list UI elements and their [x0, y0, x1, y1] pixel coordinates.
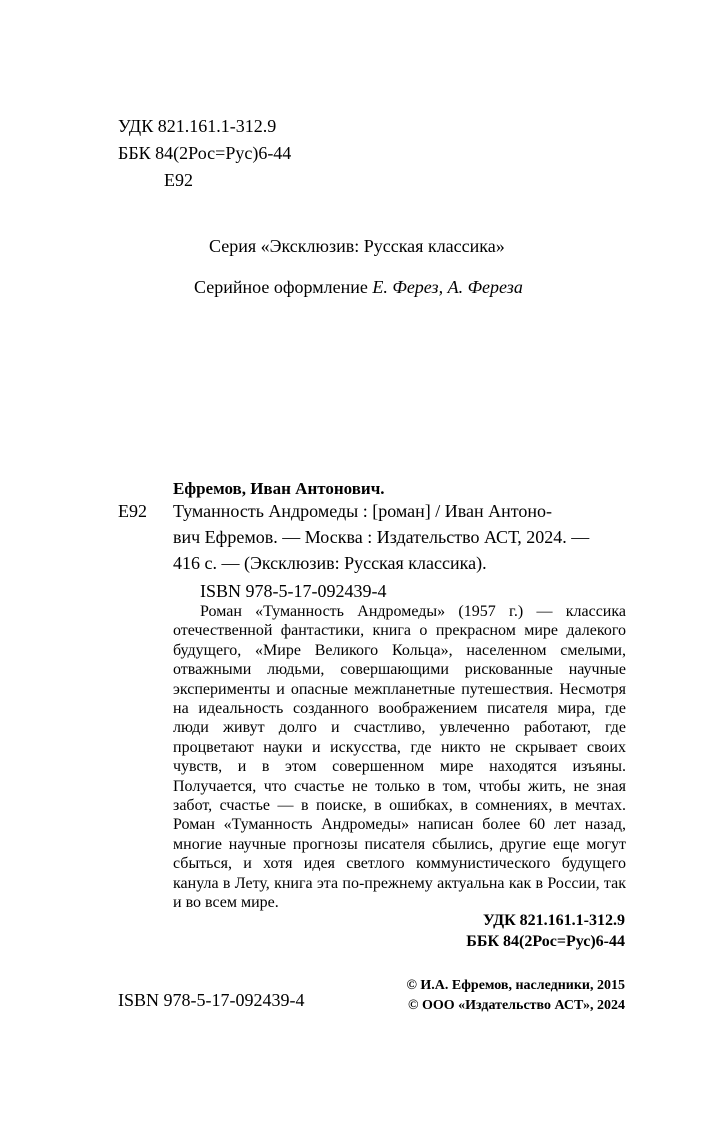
series-design	[194, 277, 523, 298]
series-design-names: Е. Ферез, А. Фереза	[372, 277, 523, 297]
udk-index: УДК 821.161.1-312.9	[118, 116, 277, 136]
copyright-author: © И.А. Ефремов, наследники, 2015	[406, 978, 625, 993]
footer-isbn: ISBN 978-5-17-092439-4	[118, 990, 305, 1010]
series-title: Серия «Эксклюзив: Русская классика»	[209, 236, 505, 256]
entry-code: Е92	[118, 501, 147, 521]
udk-index-bottom: УДК 821.161.1-312.9	[482, 912, 625, 929]
copyright-publisher: © ООО «Издательство АСТ», 2024	[407, 998, 625, 1013]
bbk-index: ББК 84(2Рос=Рус)6-44	[118, 143, 292, 163]
entry-author: Ефремов, Иван Антонович.	[173, 479, 385, 498]
annotation-text: Роман «Туманность Андромеды» (1957 г.) — классика отечественной фантастики, книга о прекрасном мире далекого будущего, «Мире Великого Кольца», населенном смелыми, отважными людьми, совершающими рискованные научные эксперименты и опасные межпланетные путешествия. Несмотря на идеальность созданного воображением писателя мира, где люди живут долго и счастливо, увлеченно работают, где процветают науки и искусства, где никто не скрывает своих чувств, и в этом совершенном мире находятся изъяны. Получается, что счастье не только в том, чтобы жить, не зная забот, счастье — в поиске, в ошибках, в сомнениях, в мечтах. Роман «Туманность Андромеды» написан более 60 лет назад, многие научные прогнозы писателя сбылись, другие еще могут сбыться, и хотя идея светлого коммунистического будущего канула в Лету, книга эта по-прежнему актуальна как в России, так и во всем мире.	[173, 603, 626, 912]
bbk-index-bottom: ББК 84(2Рос=Рус)6-44	[466, 933, 625, 950]
entry-line-2: вич Ефремов. — Москва : Издательство АСТ, 2024. —	[173, 527, 590, 547]
entry-line-3: 416 с. — (Эксклюзив: Русская классика).	[173, 553, 487, 573]
author-code: Е92	[164, 170, 193, 190]
entry-line-1: Туманность Андромеды : [роман] / Иван Антоно-	[173, 501, 553, 521]
entry-isbn: ISBN 978-5-17-092439-4	[200, 581, 387, 601]
series-design-prefix: Серийное оформление	[194, 277, 368, 297]
